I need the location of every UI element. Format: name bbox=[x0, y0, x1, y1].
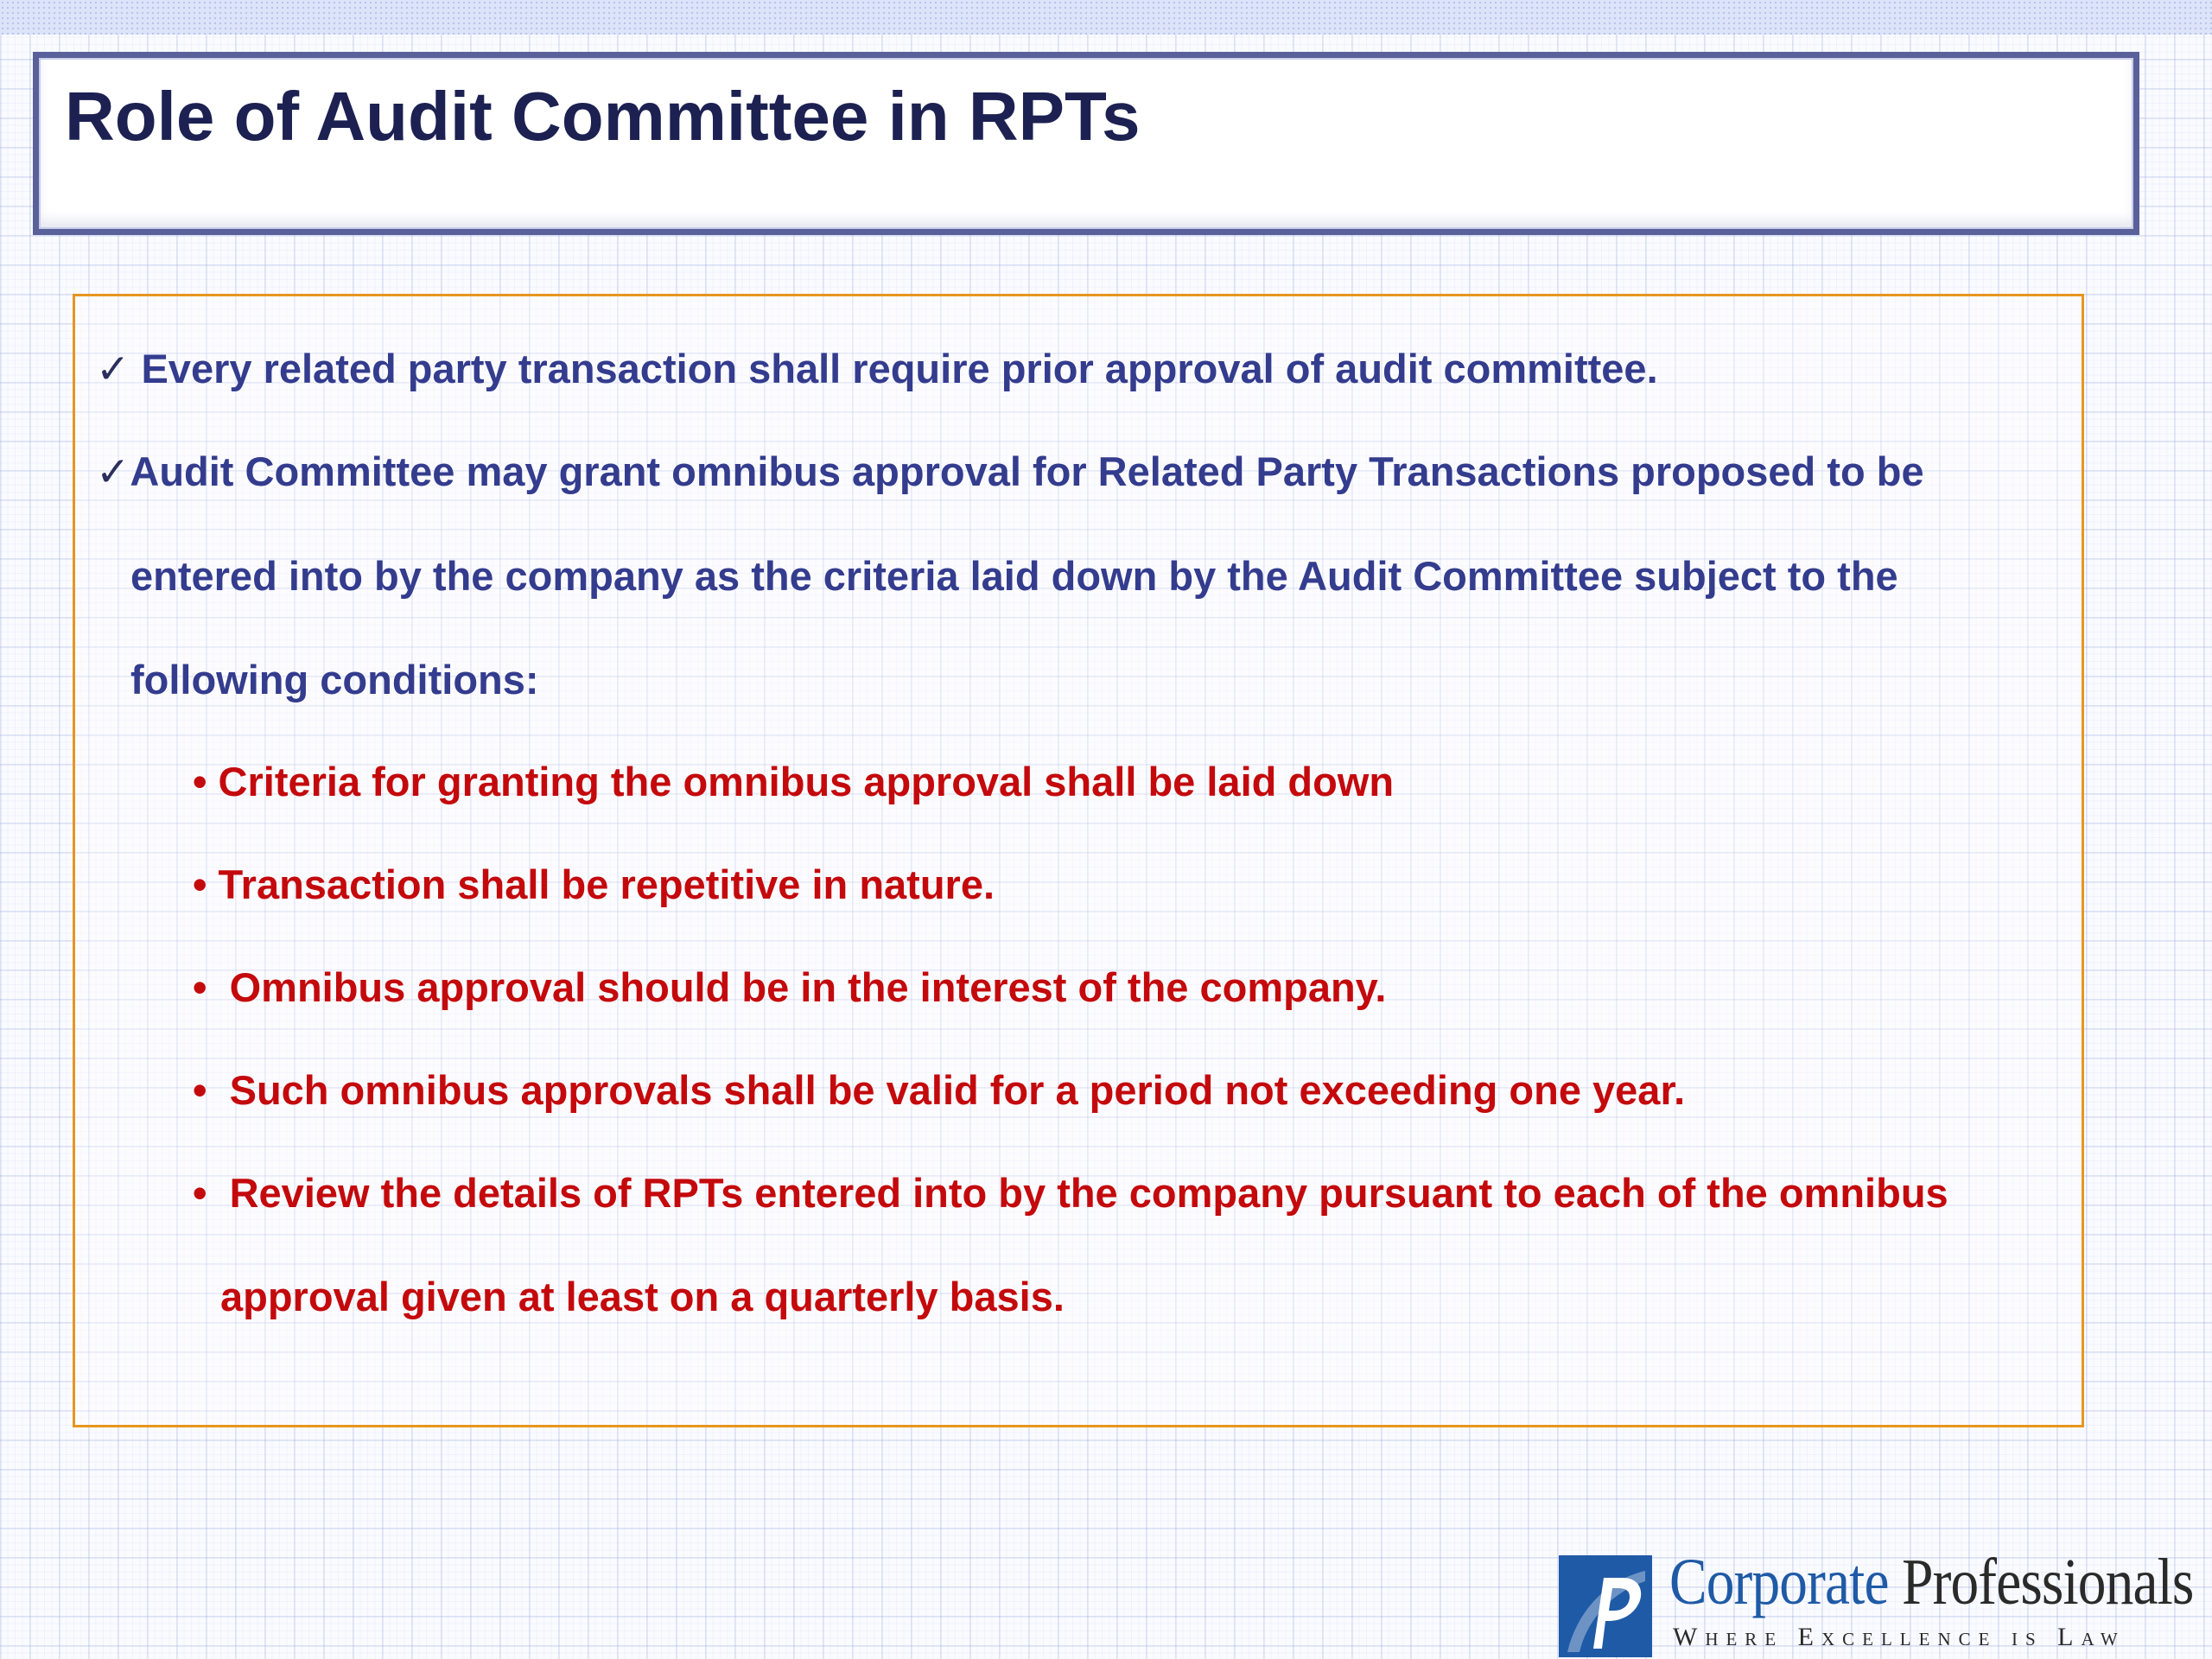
bullet-icon: • bbox=[193, 759, 207, 804]
content-box bbox=[73, 294, 2084, 1427]
check-mark-icon: ✓ bbox=[96, 346, 130, 393]
logo-name-part-2: Professionals bbox=[1902, 1546, 2194, 1618]
check-point-1-text: Every related party transaction shall require prior approval of audit committee. bbox=[141, 346, 1658, 391]
condition-item-2-text: Transaction shall be repetitive in nature. bbox=[218, 861, 995, 907]
bullet-icon: • bbox=[193, 1067, 207, 1113]
bullet-icon: • bbox=[193, 861, 207, 907]
logo-tagline: Where Excellence is Law bbox=[1673, 1623, 2126, 1651]
condition-item-2 bbox=[193, 833, 995, 937]
check-point-2 bbox=[96, 420, 2049, 732]
condition-item-5 bbox=[193, 1141, 2066, 1349]
check-point-2-line-1 bbox=[96, 420, 2049, 524]
condition-item-1-text: Criteria for granting the omnibus approval shall be laid down bbox=[218, 759, 1395, 804]
check-point-2-line-3: following conditions: bbox=[130, 657, 539, 702]
condition-item-4 bbox=[193, 1039, 1685, 1142]
condition-item-1 bbox=[193, 730, 1394, 834]
logo-name-part-1: Corporate bbox=[1669, 1546, 1889, 1618]
condition-item-5-text: Review the details of RPTs entered into by the company pursuant to each of the omnibus bbox=[229, 1170, 1948, 1216]
page-title: Role of Audit Committee in RPTs bbox=[65, 78, 1141, 155]
condition-item-4-text: Such omnibus approvals shall be valid for a period not exceeding one year. bbox=[229, 1067, 1686, 1113]
condition-item-3-text: Omnibus approval should be in the interest of the company. bbox=[229, 964, 1387, 1010]
cp-logo-icon bbox=[1559, 1555, 1652, 1657]
title-box bbox=[33, 52, 2139, 235]
condition-item-3 bbox=[193, 936, 1386, 1039]
company-logo bbox=[1557, 1547, 2212, 1659]
check-point-2-line-2: entered into by the company as the criteria laid down by the Audit Committee subject to the bbox=[130, 553, 1898, 599]
bullet-icon: • bbox=[193, 1170, 207, 1216]
condition-item-5-line-1 bbox=[193, 1141, 2066, 1245]
condition-item-5-line-2: approval given at least on a quarterly basis. bbox=[220, 1274, 1065, 1319]
check-point-2-text-1: Audit Committee may grant omnibus approval for Related Party Transactions proposed to be bbox=[130, 448, 1924, 494]
check-point-1 bbox=[96, 317, 1658, 422]
bullet-icon: • bbox=[193, 964, 207, 1010]
logo-name bbox=[1669, 1545, 2193, 1620]
check-mark-icon: ✓ bbox=[96, 448, 130, 496]
top-decorative-band bbox=[0, 0, 2212, 35]
